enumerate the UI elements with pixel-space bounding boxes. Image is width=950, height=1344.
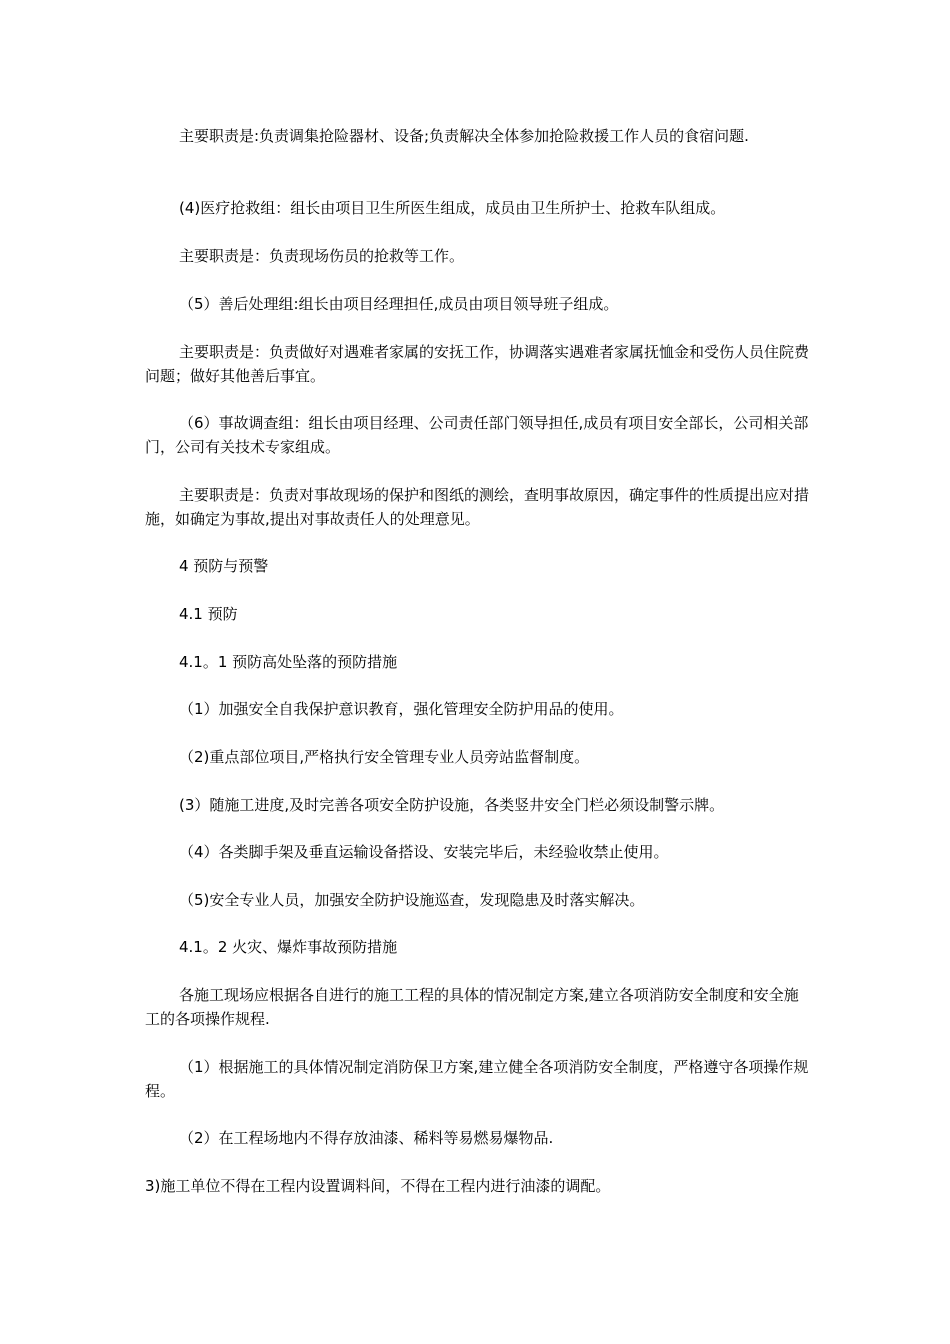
paragraph: （2)重点部位项目,严格执行安全管理专业人员旁站监督制度。 bbox=[179, 748, 590, 766]
paragraph: （1）根据施工的具体情况制定消防保卫方案,建立健全各项消防安全制度，严格遵守各项操作规程。 bbox=[145, 1058, 809, 1100]
paragraph: （4）各类脚手架及垂直运输设备搭设、安装完毕后，未经验收禁止使用。 bbox=[179, 843, 669, 861]
paragraph: （1）加强安全自我保护意识教育，强化管理安全防护用品的使用。 bbox=[179, 700, 624, 718]
paragraph: 各施工现场应根据各自进行的施工工程的具体的情况制定方案,建立各项消防安全制度和安全施工的各项操作规程. bbox=[145, 986, 799, 1028]
paragraph: 3)施工单位不得在工程内设置调料间，不得在工程内进行油漆的调配。 bbox=[145, 1177, 611, 1195]
paragraph: 主要职责是：负责现场伤员的抢救等工作。 bbox=[179, 247, 465, 265]
section-heading: 4 预防与预警 bbox=[179, 557, 269, 575]
paragraph: 主要职责是：负责对事故现场的保护和图纸的测绘，查明事故原因，确定事件的性质提出应对措施，如确定为事故,提出对事故责任人的处理意见。 bbox=[145, 486, 810, 528]
paragraph: （5)安全专业人员，加强安全防护设施巡查，发现隐患及时落实解决。 bbox=[179, 891, 645, 909]
paragraph: (4)医疗抢救组：组长由项目卫生所医生组成，成员由卫生所护士、抢救车队组成。 bbox=[179, 199, 726, 217]
paragraph: （5）善后处理组:组长由项目经理担任,成员由项目领导班子组成。 bbox=[179, 295, 619, 313]
paragraph: 主要职责是:负责调集抢险器材、设备;负责解决全体参加抢险救援工作人员的食宿问题. bbox=[179, 127, 749, 145]
section-heading: 4.1。1 预防高处坠落的预防措施 bbox=[179, 653, 398, 671]
paragraph: （6）事故调查组：组长由项目经理、公司责任部门领导担任,成员有项目安全部长，公司相关部门，公司有关技术专家组成。 bbox=[145, 414, 809, 456]
paragraph: 主要职责是：负责做好对遇难者家属的安抚工作，协调落实遇难者家属抚恤金和受伤人员住院费问题；做好其他善后事宜。 bbox=[145, 343, 810, 385]
paragraph: （2）在工程场地内不得存放油漆、稀料等易燃易爆物品. bbox=[179, 1129, 554, 1147]
section-heading: 4.1。2 火灾、爆炸事故预防措施 bbox=[179, 938, 398, 956]
section-heading: 4.1 预防 bbox=[179, 605, 238, 623]
paragraph: (3）随施工进度,及时完善各项安全防护设施，各类竖井安全门栏必须设制警示牌。 bbox=[179, 796, 725, 814]
